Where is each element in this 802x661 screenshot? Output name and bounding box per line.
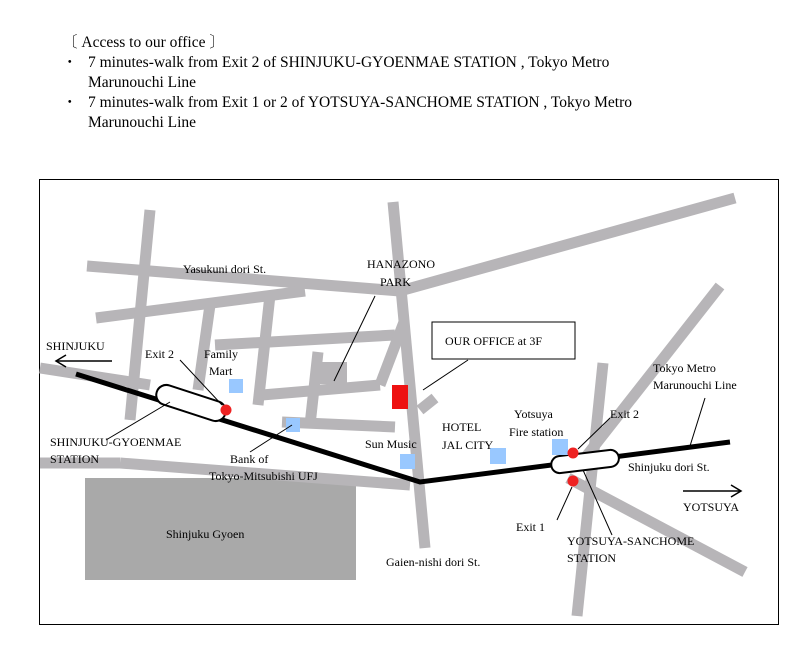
access-title: 〔 Access to our office 〕 bbox=[62, 34, 225, 51]
shinjuku-gyoen-label: Shinjuku Gyoen bbox=[166, 527, 245, 541]
park-block bbox=[317, 362, 347, 384]
arrow-left-icon bbox=[56, 355, 112, 367]
access-text-line: Marunouchi Line bbox=[88, 74, 197, 91]
direction-shinjuku-label: SHINJUKU bbox=[46, 339, 105, 353]
sanchome-station-label: STATION bbox=[567, 551, 617, 565]
fire-station-marker bbox=[552, 439, 568, 455]
road-gaien-nishi bbox=[393, 202, 425, 548]
hotel-label: HOTEL bbox=[442, 420, 482, 434]
gyoenmae-exit-label: Exit 2 bbox=[145, 347, 174, 361]
hanazono-park-label: HANAZONO bbox=[367, 257, 435, 271]
bank-marker bbox=[286, 418, 300, 432]
metro-line-label: Tokyo Metro bbox=[653, 361, 716, 375]
sanchome-exit-2-label: Exit 2 bbox=[610, 407, 639, 421]
metro-line-label: Marunouchi Line bbox=[653, 378, 737, 392]
family-mart-label: Mart bbox=[209, 364, 233, 378]
leader-line bbox=[557, 487, 572, 520]
sun-music-marker bbox=[400, 454, 415, 469]
bullet: ・ bbox=[62, 94, 78, 111]
sanchome-exit-1-label: Exit 1 bbox=[516, 520, 545, 534]
office-label: OUR OFFICE at 3F bbox=[445, 334, 543, 348]
sanchome-station-label: YOTSUYA-SANCHOME bbox=[567, 534, 695, 548]
fire-station-label: Fire station bbox=[509, 425, 564, 439]
fire-station-label: Yotsuya bbox=[514, 407, 553, 421]
bank-label: Bank of bbox=[230, 452, 269, 466]
street-label-shinjuku-dori: Shinjuku dori St. bbox=[628, 460, 710, 474]
access-text-line: 7 minutes-walk from Exit 1 or 2 of YOTSUYA-SANCHOME STATION , Tokyo Metro bbox=[88, 94, 633, 111]
gyoenmae-station-label: SHINJUKU-GYOENMAE bbox=[50, 435, 182, 449]
bank-label: Tokyo-Mitsubishi UFJ bbox=[209, 469, 318, 483]
gyoenmae-station-label: STATION bbox=[50, 452, 100, 466]
street-label-yasukuni: Yasukuni dori St. bbox=[183, 262, 267, 276]
access-text-line: 7 minutes-walk from Exit 2 of SHINJUKU-GYOENMAE STATION , Tokyo Metro bbox=[88, 54, 610, 71]
hanazono-park-label: PARK bbox=[380, 275, 411, 289]
office-marker bbox=[392, 385, 408, 409]
bullet: ・ bbox=[62, 54, 78, 71]
hotel-label: JAL CITY bbox=[442, 438, 494, 452]
access-text-line: Marunouchi Line bbox=[88, 114, 197, 131]
leader-line bbox=[423, 360, 468, 390]
street-label-gaien-nishi: Gaien-nishi dori St. bbox=[386, 555, 481, 569]
arrow-right-icon bbox=[683, 485, 741, 497]
road bbox=[215, 335, 395, 345]
family-mart-marker bbox=[229, 379, 243, 393]
gyoenmae-station-platform bbox=[154, 382, 229, 423]
road-yasukuni bbox=[400, 198, 735, 291]
family-mart-label: Family bbox=[204, 347, 239, 361]
road bbox=[258, 295, 270, 405]
sanchome-exit-1-dot bbox=[568, 476, 579, 487]
gyoenmae-exit-2-dot bbox=[221, 405, 232, 416]
direction-yotsuya-label: YOTSUYA bbox=[683, 500, 740, 514]
leader-line bbox=[690, 398, 705, 446]
road bbox=[262, 385, 380, 395]
road bbox=[420, 398, 435, 410]
sun-music-label: Sun Music bbox=[365, 437, 417, 451]
sanchome-exit-2-dot bbox=[568, 448, 579, 459]
